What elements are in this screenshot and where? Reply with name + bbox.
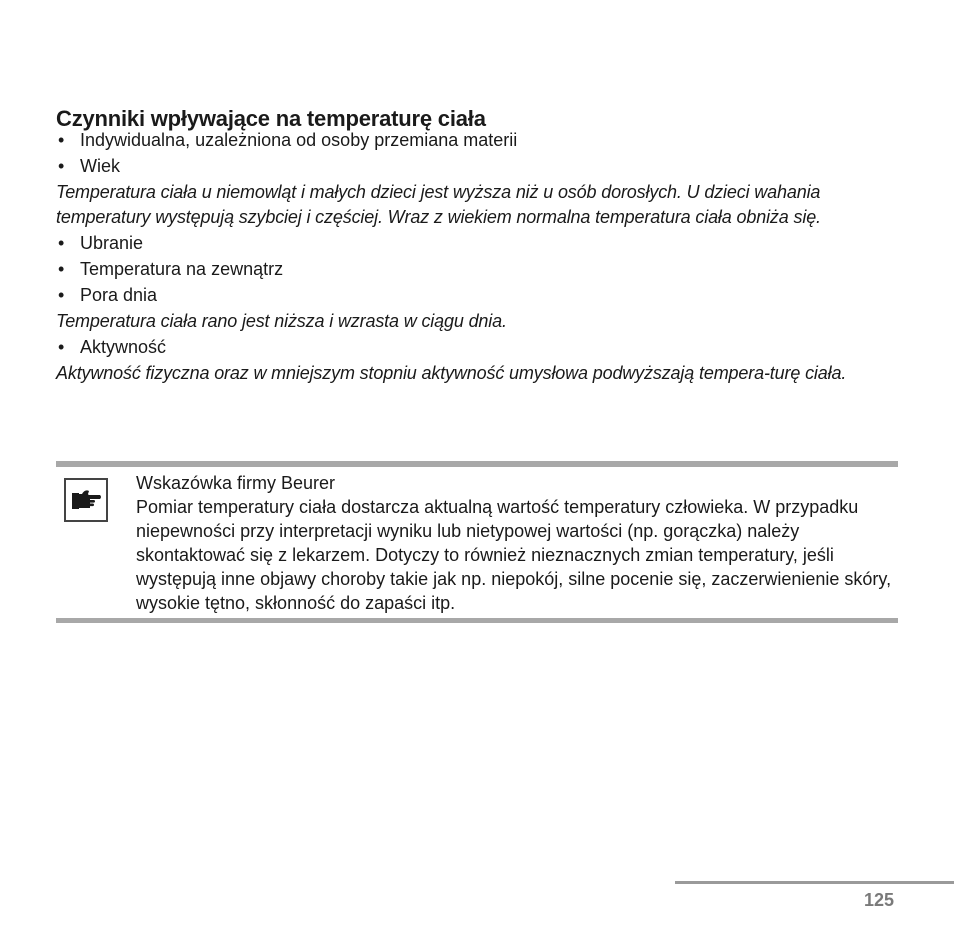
list-item-label: Pora dnia — [80, 284, 158, 305]
bullet-icon: • — [58, 232, 65, 253]
factors-list — [56, 128, 906, 387]
page-title: Czynniki wpływające na temperaturę ciała — [56, 105, 486, 131]
list-item-label: Indywidualna, uzależniona od osoby przemiana materii — [80, 130, 518, 150]
list-item — [56, 154, 906, 179]
list-item — [56, 335, 906, 360]
list-item — [56, 257, 906, 282]
activity-note: Aktywność fizyczna oraz w mniejszym stopniu aktywność umysłowa podwyższają tempera-turę ciała. — [56, 362, 847, 383]
bullet-icon: • — [58, 130, 65, 150]
age-note: Temperatura ciała u niemowląt i małych dzieci jest wyższa niż u osób dorosłych. U dzieci wahania temperatury występują szybciej i częściej. Wraz z wiekiem normalna temperatura ciała obniża się. — [56, 182, 821, 227]
list-item — [56, 283, 906, 308]
tip-title: Wskazówka firmy Beurer — [136, 473, 336, 493]
tip-body: Pomiar temperatury ciała dostarcza aktualną wartość temperatury człowieka. W przypadku niepewności przy interpretacji wyniku lub nietypowej wartości (np. gorączka) należy skontaktować się z lekarzem. Dotyczy to również nieznacznych zmian temperatury, jeśli występują inne objawy choroby takie jak np. niepokój, silne pocenie się, zaczerwienienie skóry, wysokie tętno, skłonność do zapaści itp. — [136, 497, 892, 613]
footer-divider — [675, 881, 954, 884]
bullet-icon: • — [58, 156, 65, 176]
bullet-icon: • — [58, 336, 65, 357]
tip-content — [136, 471, 896, 615]
list-item-label: Aktywność — [80, 336, 167, 357]
time-of-day-note: Temperatura ciała rano jest niższa i wzrasta w ciągu dnia. — [56, 310, 507, 331]
list-item — [56, 128, 906, 153]
page-number: 125 — [864, 890, 895, 910]
beurer-tip-box — [56, 461, 898, 623]
bullet-icon: • — [58, 284, 65, 305]
list-item — [56, 231, 906, 256]
list-item-label: Temperatura na zewnątrz — [80, 258, 284, 279]
bullet-icon: • — [58, 258, 65, 279]
list-item-label: Ubranie — [80, 232, 144, 253]
pointing-hand-icon — [64, 478, 108, 522]
list-item-label: Wiek — [80, 156, 120, 176]
